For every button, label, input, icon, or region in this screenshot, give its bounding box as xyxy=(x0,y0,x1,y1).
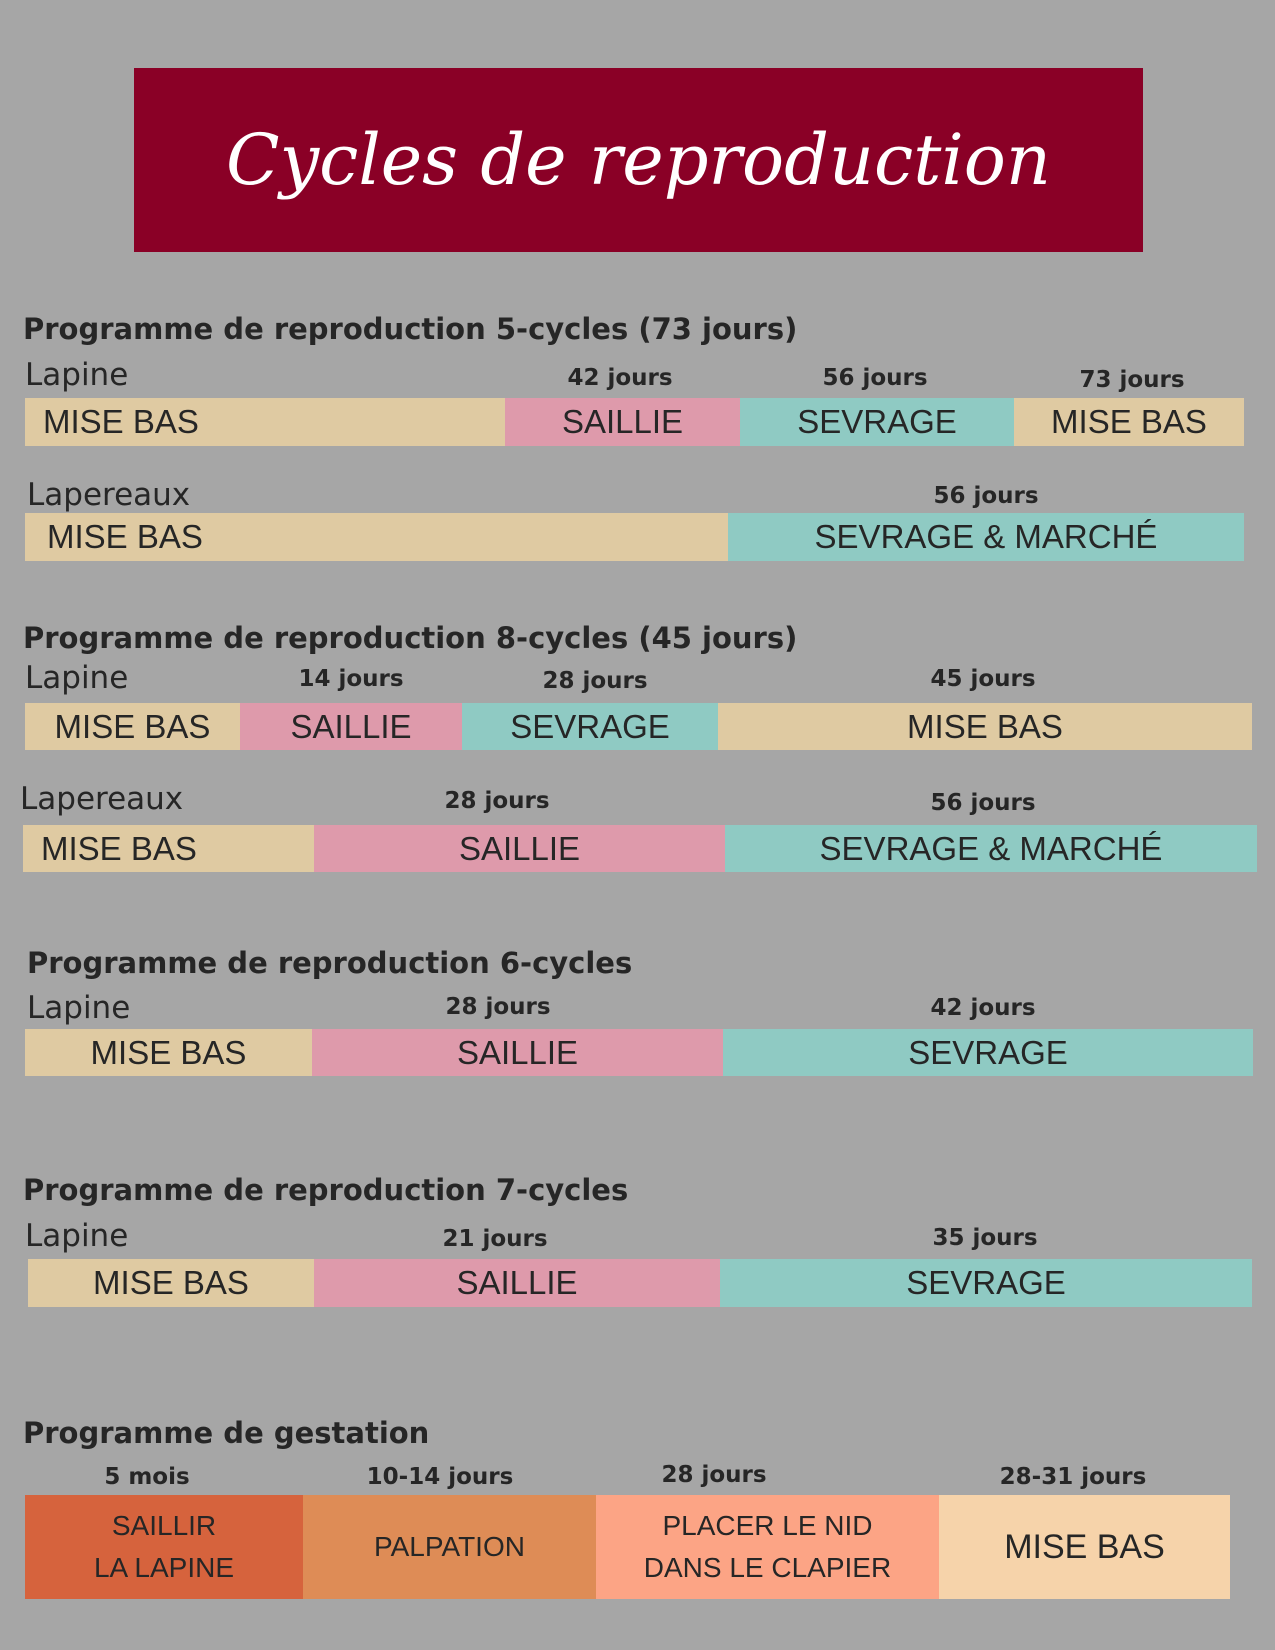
duration-label: 56 jours xyxy=(822,365,928,391)
gestation-step-saillir xyxy=(25,1495,303,1599)
section-heading-7-cycles: Programme de reproduction 7-cycles xyxy=(23,1173,629,1207)
segment-mise-bas: MISE BAS xyxy=(718,703,1252,750)
segment-sevrage: SEVRAGE xyxy=(462,703,718,750)
duration-label: 42 jours xyxy=(567,365,673,391)
duration-label: 56 jours xyxy=(933,483,1039,509)
section-heading-8-cycles: Programme de reproduction 8-cycles (45 jours) xyxy=(23,621,798,655)
duration-label: 28 jours xyxy=(661,1462,767,1488)
row-label-lapine: Lapine xyxy=(25,1218,129,1254)
segment-saillie: SAILLIE xyxy=(312,1029,723,1076)
row-label-lapine: Lapine xyxy=(25,357,129,393)
duration-label: 42 jours xyxy=(930,995,1036,1021)
section-heading-6-cycles: Programme de reproduction 6-cycles xyxy=(27,946,633,980)
segment-saillie: SAILLIE xyxy=(240,703,462,750)
duration-label: 28 jours xyxy=(445,994,551,1020)
title-banner xyxy=(134,68,1143,252)
duration-label: 5 mois xyxy=(104,1464,190,1490)
row-label-lapereaux: Lapereaux xyxy=(20,781,184,817)
duration-label: 14 jours xyxy=(298,666,404,692)
segment-mise-bas: MISE BAS xyxy=(25,513,728,561)
section-heading-5-cycles: Programme de reproduction 5-cycles (73 jours) xyxy=(23,312,798,346)
duration-label: 10-14 jours xyxy=(366,1464,514,1490)
segment-saillie: SAILLIE xyxy=(314,825,725,872)
gestation-step-palpation xyxy=(303,1495,596,1599)
section-heading-gestation: Programme de gestation xyxy=(23,1416,430,1450)
step-text-line: MISE BAS xyxy=(1004,1528,1165,1566)
duration-label: 28 jours xyxy=(444,788,550,814)
segment-mise-bas: MISE BAS xyxy=(23,825,314,872)
segment-sevrage: SEVRAGE xyxy=(740,398,1014,446)
segment-mise-bas: MISE BAS xyxy=(1014,398,1244,446)
segment-sevrage-marche: SEVRAGE & MARCHÉ xyxy=(725,825,1257,872)
row-label-lapine: Lapine xyxy=(25,660,129,696)
segment-mise-bas: MISE BAS xyxy=(25,398,505,446)
row-label-lapine: Lapine xyxy=(27,990,131,1026)
duration-label: 45 jours xyxy=(930,666,1036,692)
segment-sevrage: SEVRAGE xyxy=(720,1259,1252,1307)
segment-sevrage-marche: SEVRAGE & MARCHÉ xyxy=(728,513,1244,561)
duration-label: 21 jours xyxy=(442,1226,548,1252)
page-title: Cycles de reproduction xyxy=(226,119,1051,201)
segment-saillie: SAILLIE xyxy=(505,398,740,446)
row-label-lapereaux: Lapereaux xyxy=(27,477,191,513)
duration-label: 56 jours xyxy=(930,790,1036,816)
duration-label: 28-31 jours xyxy=(999,1464,1147,1490)
gestation-step-mise-bas xyxy=(939,1495,1230,1599)
step-text-line: SAILLIR xyxy=(111,1510,217,1541)
segment-mise-bas: MISE BAS xyxy=(28,1259,314,1307)
duration-label: 35 jours xyxy=(932,1225,1038,1251)
step-text-line: LA LAPINE xyxy=(93,1552,235,1583)
step-text-line: DANS LE CLAPIER xyxy=(643,1552,892,1583)
segment-sevrage: SEVRAGE xyxy=(723,1029,1253,1076)
duration-label: 28 jours xyxy=(542,668,648,694)
step-text-line: PLACER LE NID xyxy=(662,1510,873,1541)
duration-label: 73 jours xyxy=(1079,367,1185,393)
segment-saillie: SAILLIE xyxy=(314,1259,720,1307)
gestation-step-nid xyxy=(596,1495,939,1599)
segment-mise-bas: MISE BAS xyxy=(25,703,240,750)
step-text-line: PALPATION xyxy=(374,1531,525,1562)
segment-mise-bas: MISE BAS xyxy=(25,1029,312,1076)
